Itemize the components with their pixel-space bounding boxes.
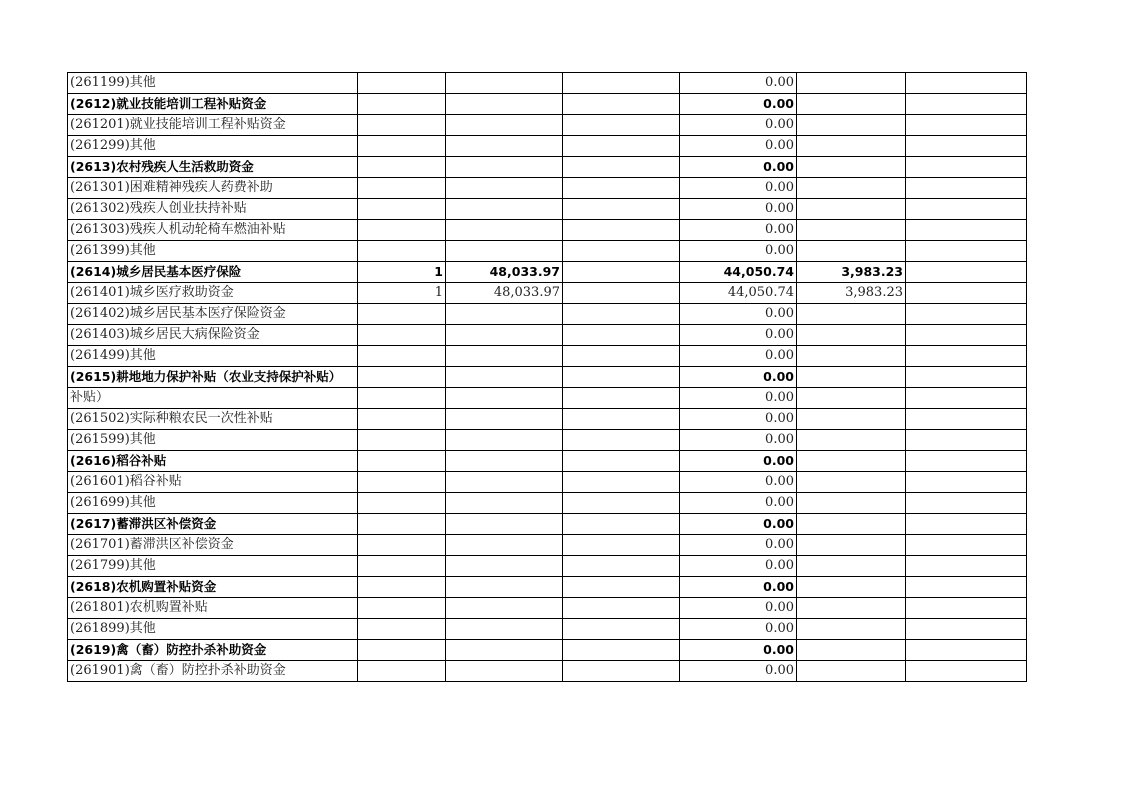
value-cell <box>906 661 1027 682</box>
value-cell <box>446 535 563 556</box>
value-cell <box>906 115 1027 136</box>
value-cell <box>797 136 906 157</box>
row-label-cell: (261201)就业技能培训工程补贴资金 <box>68 115 358 136</box>
table-row <box>68 472 1027 493</box>
table-row-category <box>68 640 1027 661</box>
value-cell: 0.00 <box>680 388 797 409</box>
value-cell <box>797 514 906 535</box>
row-label-cell: (261699)其他 <box>68 493 358 514</box>
value-cell <box>563 262 680 283</box>
value-cell <box>563 577 680 598</box>
value-cell: 0.00 <box>680 640 797 661</box>
row-label-cell: (2614)城乡居民基本医疗保险 <box>68 262 358 283</box>
value-cell <box>906 388 1027 409</box>
value-cell <box>446 598 563 619</box>
value-cell <box>906 304 1027 325</box>
value-cell <box>797 619 906 640</box>
table-body <box>68 73 1027 682</box>
value-cell <box>906 451 1027 472</box>
table-row <box>68 220 1027 241</box>
row-label-cell: (2616)稻谷补贴 <box>68 451 358 472</box>
table-row <box>68 409 1027 430</box>
value-cell <box>446 136 563 157</box>
value-cell <box>906 199 1027 220</box>
value-cell <box>563 136 680 157</box>
row-label-cell: (261499)其他 <box>68 346 358 367</box>
value-cell <box>563 640 680 661</box>
row-label-cell: (261301)困难精神残疾人药费补助 <box>68 178 358 199</box>
table-row-category <box>68 367 1027 388</box>
row-label-cell: (2612)就业技能培训工程补贴资金 <box>68 94 358 115</box>
value-cell: 3,983.23 <box>797 262 906 283</box>
value-cell <box>446 199 563 220</box>
value-cell <box>563 115 680 136</box>
table-row <box>68 241 1027 262</box>
value-cell <box>906 598 1027 619</box>
table-row <box>68 493 1027 514</box>
row-label-cell: (261403)城乡居民大病保险资金 <box>68 325 358 346</box>
value-cell <box>906 178 1027 199</box>
value-cell <box>563 493 680 514</box>
row-label-cell: (261303)残疾人机动轮椅车燃油补贴 <box>68 220 358 241</box>
row-label-cell: (2613)农村残疾人生活救助资金 <box>68 157 358 178</box>
value-cell <box>563 661 680 682</box>
row-label-cell: (261502)实际种粮农民一次性补贴 <box>68 409 358 430</box>
value-cell: 0.00 <box>680 325 797 346</box>
value-cell <box>797 304 906 325</box>
table-row <box>68 304 1027 325</box>
value-cell <box>358 409 446 430</box>
row-label-cell: (261401)城乡医疗救助资金 <box>68 283 358 304</box>
value-cell <box>797 472 906 493</box>
value-cell <box>358 220 446 241</box>
value-cell <box>563 556 680 577</box>
value-cell <box>563 535 680 556</box>
value-cell <box>797 325 906 346</box>
table-row-category <box>68 451 1027 472</box>
value-cell <box>906 241 1027 262</box>
row-label-cell: (261701)蓄滞洪区补偿资金 <box>68 535 358 556</box>
value-cell <box>563 73 680 94</box>
value-cell: 0.00 <box>680 178 797 199</box>
value-cell <box>358 346 446 367</box>
value-cell <box>446 241 563 262</box>
value-cell <box>446 346 563 367</box>
value-cell <box>906 514 1027 535</box>
value-cell <box>797 367 906 388</box>
value-cell: 0.00 <box>680 409 797 430</box>
value-cell <box>358 514 446 535</box>
value-cell <box>906 535 1027 556</box>
value-cell <box>563 430 680 451</box>
value-cell <box>446 577 563 598</box>
subsidy-table <box>67 72 1027 682</box>
table-row <box>68 178 1027 199</box>
row-label-cell: (2617)蓄滞洪区补偿资金 <box>68 514 358 535</box>
value-cell <box>358 325 446 346</box>
value-cell: 1 <box>358 262 446 283</box>
value-cell <box>563 157 680 178</box>
value-cell: 3,983.23 <box>797 283 906 304</box>
table-row <box>68 73 1027 94</box>
table-row <box>68 283 1027 304</box>
value-cell <box>358 430 446 451</box>
value-cell <box>906 409 1027 430</box>
value-cell <box>358 94 446 115</box>
value-cell <box>563 514 680 535</box>
value-cell <box>563 346 680 367</box>
value-cell <box>446 367 563 388</box>
value-cell <box>358 304 446 325</box>
value-cell <box>563 304 680 325</box>
value-cell: 0.00 <box>680 136 797 157</box>
value-cell <box>446 325 563 346</box>
value-cell <box>906 73 1027 94</box>
value-cell <box>563 94 680 115</box>
value-cell: 0.00 <box>680 304 797 325</box>
table-row-category <box>68 94 1027 115</box>
value-cell: 48,033.97 <box>446 283 563 304</box>
value-cell: 0.00 <box>680 661 797 682</box>
value-cell <box>797 493 906 514</box>
value-cell <box>563 220 680 241</box>
value-cell <box>797 220 906 241</box>
row-label-cell: (261302)残疾人创业扶持补贴 <box>68 199 358 220</box>
value-cell <box>797 241 906 262</box>
value-cell <box>797 73 906 94</box>
value-cell <box>358 199 446 220</box>
value-cell <box>906 640 1027 661</box>
value-cell: 0.00 <box>680 619 797 640</box>
value-cell <box>563 241 680 262</box>
value-cell: 0.00 <box>680 514 797 535</box>
value-cell <box>446 640 563 661</box>
value-cell: 0.00 <box>680 556 797 577</box>
row-label-cell: (261901)禽（畜）防控扑杀补助资金 <box>68 661 358 682</box>
row-label-cell: 补贴） <box>68 388 358 409</box>
table-row <box>68 619 1027 640</box>
value-cell: 0.00 <box>680 472 797 493</box>
table-row-category <box>68 262 1027 283</box>
value-cell <box>446 73 563 94</box>
value-cell: 0.00 <box>680 451 797 472</box>
value-cell <box>446 157 563 178</box>
row-label-cell: (261299)其他 <box>68 136 358 157</box>
value-cell <box>797 157 906 178</box>
value-cell <box>358 598 446 619</box>
table-row <box>68 535 1027 556</box>
row-label-cell: (261402)城乡居民基本医疗保险资金 <box>68 304 358 325</box>
value-cell <box>358 619 446 640</box>
value-cell <box>906 346 1027 367</box>
value-cell <box>446 178 563 199</box>
value-cell: 0.00 <box>680 220 797 241</box>
value-cell <box>358 535 446 556</box>
row-label-cell: (261801)农机购置补贴 <box>68 598 358 619</box>
value-cell <box>906 556 1027 577</box>
row-label-cell: (261199)其他 <box>68 73 358 94</box>
row-label-cell: (261899)其他 <box>68 619 358 640</box>
table-row-category <box>68 577 1027 598</box>
value-cell: 0.00 <box>680 535 797 556</box>
value-cell <box>563 472 680 493</box>
row-label-cell: (261599)其他 <box>68 430 358 451</box>
value-cell: 0.00 <box>680 367 797 388</box>
row-label-cell: (2615)耕地地力保护补贴（农业支持保护补贴） <box>68 367 358 388</box>
value-cell <box>358 556 446 577</box>
table-row <box>68 346 1027 367</box>
value-cell <box>797 640 906 661</box>
value-cell <box>563 367 680 388</box>
table-row <box>68 598 1027 619</box>
table-row <box>68 115 1027 136</box>
value-cell <box>358 73 446 94</box>
value-cell <box>906 430 1027 451</box>
value-cell <box>797 577 906 598</box>
value-cell: 0.00 <box>680 430 797 451</box>
value-cell: 0.00 <box>680 241 797 262</box>
value-cell <box>797 409 906 430</box>
value-cell <box>797 661 906 682</box>
value-cell <box>446 472 563 493</box>
table-row-category <box>68 514 1027 535</box>
value-cell <box>797 115 906 136</box>
value-cell <box>906 325 1027 346</box>
value-cell <box>797 430 906 451</box>
value-cell <box>446 388 563 409</box>
value-cell <box>563 199 680 220</box>
value-cell <box>906 94 1027 115</box>
value-cell <box>358 115 446 136</box>
value-cell <box>446 514 563 535</box>
value-cell <box>446 115 563 136</box>
value-cell <box>446 619 563 640</box>
value-cell: 0.00 <box>680 346 797 367</box>
value-cell <box>446 451 563 472</box>
row-label-cell: (261601)稻谷补贴 <box>68 472 358 493</box>
value-cell <box>446 220 563 241</box>
value-cell <box>358 241 446 262</box>
value-cell <box>906 262 1027 283</box>
value-cell <box>358 577 446 598</box>
value-cell <box>797 535 906 556</box>
value-cell <box>358 136 446 157</box>
table-row <box>68 556 1027 577</box>
value-cell <box>446 430 563 451</box>
table-row <box>68 199 1027 220</box>
value-cell <box>358 451 446 472</box>
value-cell <box>797 388 906 409</box>
value-cell <box>906 472 1027 493</box>
value-cell <box>446 409 563 430</box>
value-cell: 48,033.97 <box>446 262 563 283</box>
value-cell <box>358 493 446 514</box>
value-cell <box>797 94 906 115</box>
row-label-cell: (261799)其他 <box>68 556 358 577</box>
value-cell <box>358 472 446 493</box>
value-cell <box>563 283 680 304</box>
value-cell <box>906 493 1027 514</box>
value-cell <box>906 367 1027 388</box>
value-cell <box>358 367 446 388</box>
value-cell <box>446 661 563 682</box>
value-cell <box>358 178 446 199</box>
value-cell: 0.00 <box>680 94 797 115</box>
value-cell <box>358 157 446 178</box>
value-cell <box>446 94 563 115</box>
value-cell: 0.00 <box>680 598 797 619</box>
table-row <box>68 136 1027 157</box>
value-cell <box>563 451 680 472</box>
value-cell <box>797 178 906 199</box>
value-cell <box>797 598 906 619</box>
value-cell: 0.00 <box>680 157 797 178</box>
row-label-cell: (2618)农机购置补贴资金 <box>68 577 358 598</box>
value-cell <box>906 283 1027 304</box>
value-cell <box>446 493 563 514</box>
row-label-cell: (261399)其他 <box>68 241 358 262</box>
value-cell <box>906 619 1027 640</box>
value-cell <box>906 577 1027 598</box>
value-cell: 0.00 <box>680 577 797 598</box>
value-cell <box>906 157 1027 178</box>
value-cell <box>563 325 680 346</box>
value-cell: 0.00 <box>680 199 797 220</box>
value-cell <box>563 598 680 619</box>
value-cell <box>446 304 563 325</box>
value-cell <box>358 640 446 661</box>
value-cell: 44,050.74 <box>680 262 797 283</box>
value-cell: 44,050.74 <box>680 283 797 304</box>
value-cell: 0.00 <box>680 493 797 514</box>
value-cell <box>906 136 1027 157</box>
value-cell <box>797 199 906 220</box>
table-row <box>68 430 1027 451</box>
value-cell <box>797 346 906 367</box>
value-cell <box>563 619 680 640</box>
table-row <box>68 388 1027 409</box>
value-cell: 0.00 <box>680 73 797 94</box>
value-cell: 1 <box>358 283 446 304</box>
table-row <box>68 325 1027 346</box>
row-label-cell: (2619)禽（畜）防控扑杀补助资金 <box>68 640 358 661</box>
table-row <box>68 661 1027 682</box>
value-cell <box>358 661 446 682</box>
value-cell: 0.00 <box>680 115 797 136</box>
value-cell <box>446 556 563 577</box>
value-cell <box>358 388 446 409</box>
value-cell <box>563 409 680 430</box>
value-cell <box>563 388 680 409</box>
value-cell <box>563 178 680 199</box>
table-row-category <box>68 157 1027 178</box>
value-cell <box>797 556 906 577</box>
value-cell <box>797 451 906 472</box>
value-cell <box>906 220 1027 241</box>
